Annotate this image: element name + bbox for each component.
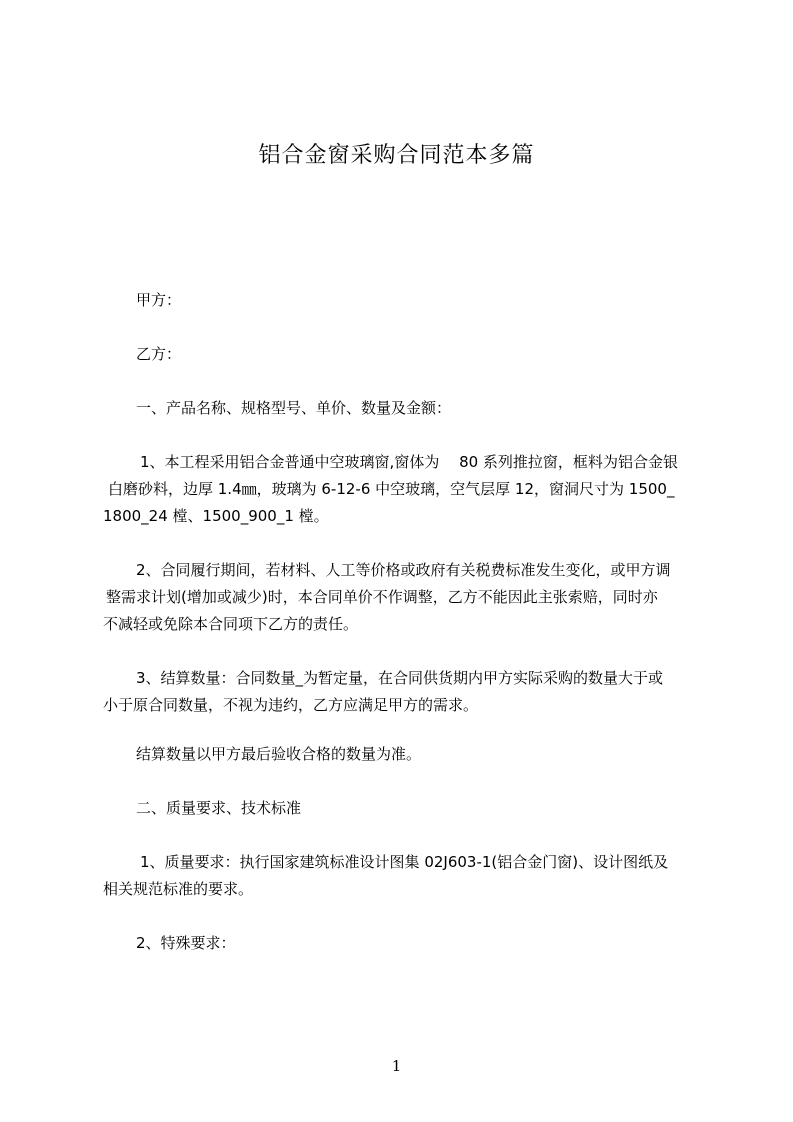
settlement-note: 结算数量以甲方最后验收合格的数量为准。 [136,745,422,763]
item1-line-2: 白磨砂料，边厚 1.4㎜，玻璃为 6-12-6 中空玻璃，空气层厚 12，窗洞尺寸为 1500_ [108,480,675,498]
document-title: 铝合金窗采购合同范本多篇 [258,143,535,168]
item2-line-2: 整需求计划(增加或减少)时，本合同单价不作调整，乙方不能因此主张索赔，同时亦 [106,588,658,606]
quality-line-1: 1、质量要求：执行国家建筑标准设计图集 02J603-1(铝合金门窗)、设计图纸及 [140,853,669,871]
quality-line-2: 相关规范标准的要求。 [103,880,254,898]
special-requirement: 2、特殊要求： [136,934,236,952]
party-a-label: 甲方： [136,291,182,309]
page-number: 1 [391,1057,402,1075]
section1-heading: 一、产品名称、规格型号、单价、数量及金额： [136,399,452,417]
item1-line-3: 1800_24 樘、1500_900_1 樘。 [103,507,329,525]
item2-line-3: 不减轻或免除本合同项下乙方的责任。 [103,615,359,633]
item2-line-1: 2、合同履行期间，若材料、人工等价格或政府有关税费标准发生变化，或甲方调 [136,561,671,579]
item3-line-2: 小于原合同数量，不视为违约，乙方应满足甲方的需求。 [103,696,479,714]
item1-line-1: 1、本工程采用铝合金普通中空玻璃窗,窗体为 80 系列推拉窗，框料为铝合金银 [140,453,678,471]
party-b-label: 乙方： [136,345,182,363]
item3-line-1: 3、结算数量：合同数量_为暂定量，在合同供货期内甲方实际采购的数量大于或 [136,669,664,687]
section2-heading: 二、质量要求、技术标准 [136,799,302,817]
